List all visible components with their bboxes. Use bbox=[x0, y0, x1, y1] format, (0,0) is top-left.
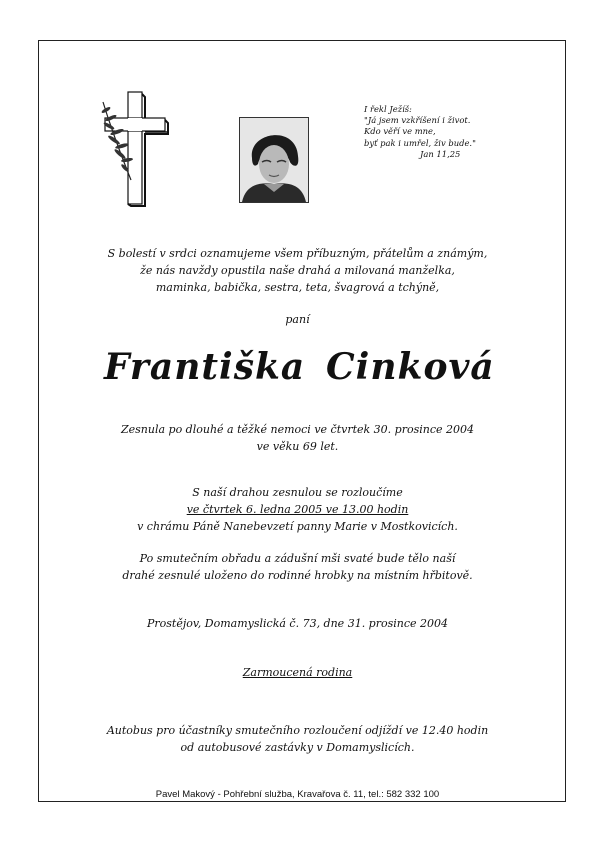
announcement-line: že nás navždy opustila naše drahá a milovaná manželka, bbox=[140, 264, 455, 277]
signature: Zarmoucená rodina bbox=[242, 666, 353, 679]
death-line: Zesnula po dlouhé a těžké nemoci ve čtvrtek 30. prosince 2004 bbox=[120, 423, 475, 436]
bible-quote bbox=[364, 104, 514, 160]
bus-line: Autobus pro účastníky smutečního rozloučení odjíždí ve 12.40 hodin bbox=[106, 724, 489, 737]
death-line: ve věku 69 let. bbox=[256, 440, 339, 453]
announcement-line: S bolestí v srdci oznamujeme všem příbuzným, přátelům a známým, bbox=[107, 247, 488, 260]
portrait-photo bbox=[239, 117, 309, 203]
cross-icon bbox=[97, 88, 177, 208]
burial-line: drahé zesnulé uloženo do rodinné hrobky na místním hřbitově. bbox=[122, 569, 473, 582]
first-name: Františka bbox=[104, 346, 306, 388]
quote-line: "Já jsem vzkříšení i život. bbox=[364, 115, 471, 126]
farewell-place: v chrámu Páně Nanebevzetí panny Marie v Mostkovicích. bbox=[137, 520, 458, 533]
quote-line: byť pak i umřel, živ bude." bbox=[364, 137, 476, 148]
title-pani: paní bbox=[285, 313, 310, 326]
bus-notice bbox=[0, 722, 595, 756]
quote-line: Kdo věří ve mne, bbox=[364, 126, 436, 137]
quote-line: I řekl Ježíš: bbox=[364, 104, 412, 114]
burial-line: Po smutečním obřadu a zádušní mši svaté bude tělo naší bbox=[139, 552, 456, 565]
last-name: Cinková bbox=[326, 346, 495, 388]
burial-notice bbox=[0, 550, 595, 584]
farewell-line: S naší drahou zesnulou se rozloučíme bbox=[192, 486, 403, 499]
death-notice bbox=[0, 421, 595, 455]
announcement-line: maminka, babička, sestra, teta, švagrová a tchýně, bbox=[155, 281, 440, 294]
address-date: Prostějov, Domamyslická č. 73, dne 31. prosince 2004 bbox=[146, 617, 449, 630]
farewell-notice bbox=[0, 484, 595, 535]
announcement-text bbox=[0, 245, 595, 296]
quote-reference: Jan 11,25 bbox=[420, 148, 461, 159]
bus-line: od autobusové zastávky v Domamyslicích. bbox=[180, 741, 415, 754]
footer-funeral-service: Pavel Makový - Pohřební služba, Kravařova č. 11, tel.: 582 332 100 bbox=[155, 789, 440, 800]
farewell-date: ve čtvrtek 6. ledna 2005 ve 13.00 hodin bbox=[186, 503, 409, 516]
